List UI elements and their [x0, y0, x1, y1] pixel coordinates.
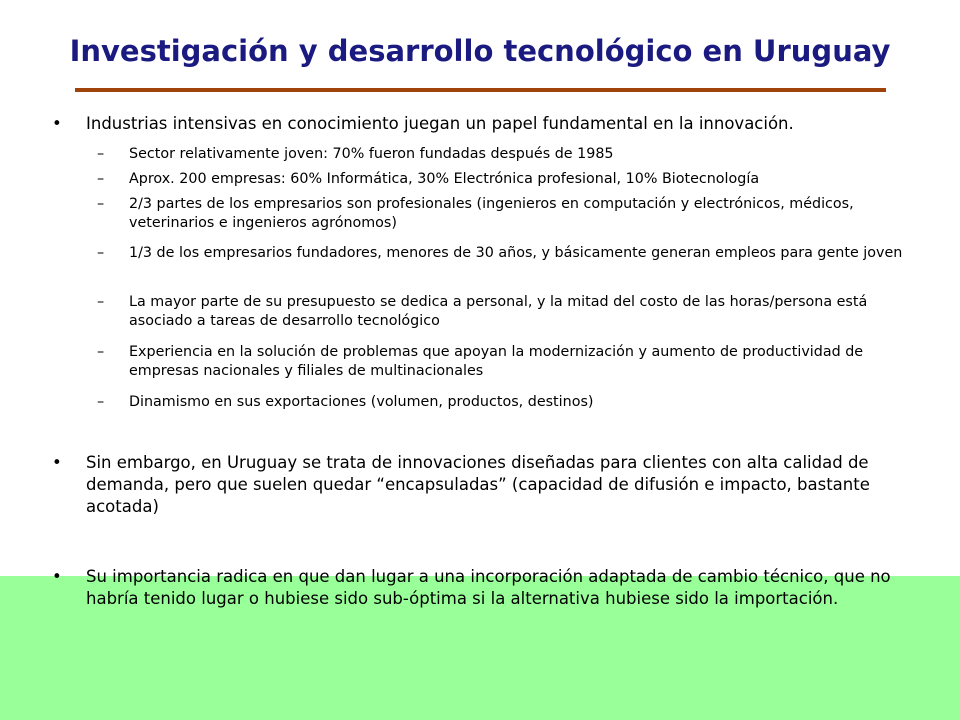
slide-title: Investigación y desarrollo tecnológico en Uruguay — [69, 34, 891, 68]
sub-bullet-text: Dinamismo en sus exportaciones (volumen, productos, destinos) — [129, 394, 594, 410]
bullet-text: Industrias intensivas en conocimiento juegan un papel fundamental en la innovación. — [86, 114, 794, 133]
bullet-text: Su importancia radica en que dan lugar a una incorporación adaptada de cambio técnico, que no habría tenido lugar o hubiese sido sub-óptima si la alternativa hubiese sido la importación. — [86, 567, 891, 608]
sub-bullet-text: Experiencia en la solución de problemas que apoyan la modernización y aumento de productividad de empresas nacionales y filiales de multinacionales — [129, 344, 864, 379]
sub-bullet-marker: – — [97, 196, 105, 212]
sub-bullet-text: 2/3 partes de los empresarios son profesionales (ingenieros en computación y electrónicos, médicos, veterinarios e ingenieros agrónomos) — [129, 196, 854, 231]
bullet-marker: • — [52, 453, 62, 472]
sub-bullet-marker: – — [97, 245, 105, 261]
sub-bullet-marker: – — [97, 294, 105, 310]
sub-bullet-text: La mayor parte de su presupuesto se dedica a personal, y la mitad del costo de las horas/persona está asociado a tareas de desarrollo tecnológico — [129, 294, 868, 329]
sub-bullet-marker: – — [97, 394, 105, 410]
sub-bullet-marker: – — [97, 146, 105, 162]
sub-bullet-marker: – — [97, 171, 105, 187]
sub-bullet-text: Aprox. 200 empresas: 60% Informática, 30% Electrónica profesional, 10% Biotecnología — [129, 171, 760, 187]
sub-bullet-text: 1/3 de los empresarios fundadores, menores de 30 años, y básicamente generan empleos para gente joven — [129, 245, 903, 261]
bullet-marker: • — [52, 114, 62, 133]
bullet-marker: • — [52, 567, 62, 586]
title-underline-rule — [75, 88, 886, 92]
sub-bullet-marker: – — [97, 344, 105, 360]
bullet-text: Sin embargo, en Uruguay se trata de innovaciones diseñadas para clientes con alta calidad de demanda, pero que suelen quedar “encapsuladas” (capacidad de difusión e impacto, bastante acotada) — [86, 453, 870, 516]
sub-bullet-text: Sector relativamente joven: 70% fueron fundadas después de 1985 — [129, 146, 614, 162]
